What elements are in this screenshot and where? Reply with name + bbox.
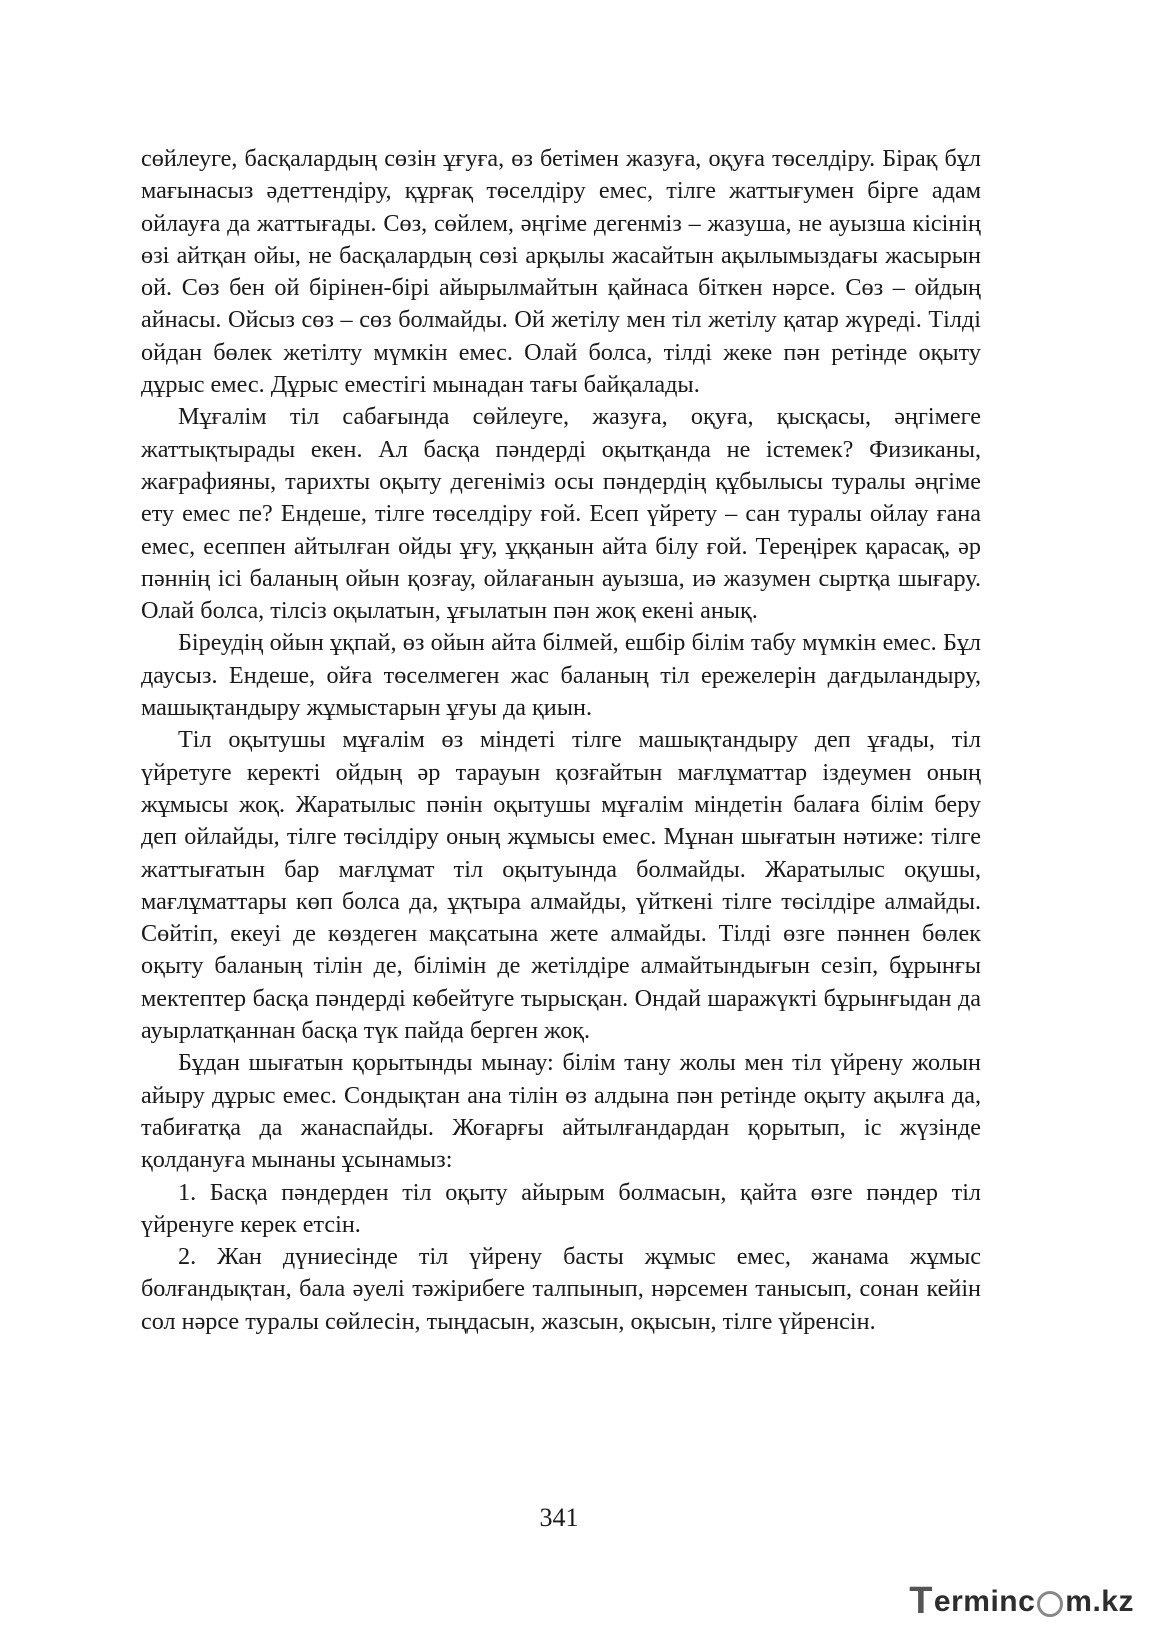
paragraph-2: Мұғалім тіл сабағында сөйлеуге, жазуға, оқуға, қысқасы, әңгімеге жаттықтырады екен. Ал басқа пәндерді оқытқанда не істемек? Физиканы, жағрафияны, тарихты оқыту дегеніміз осы пәндердің құбылысы туралы әңгіме ету емес пе? Ендеше, тілге төселдіру ғой. Есеп үйрету – сан туралы ойлау ғана емес, есеппен айтылған ойды ұғу, ұққанын айта білу ғой. Тереңірек қарасақ, әр пәннің ісі баланың ойын қозғау, ойлағанын ауызша, иә жазумен сыртқа шығару. Олай болса, тілсіз оқылатын, ұғылатын пән жоқ екені анық. xyxy=(141,403,981,625)
paragraph-3: Біреудің ойын ұқпай, өз ойын айта білмей, ешбір білім табу мүмкін емес. Бұл даусыз. Ендеше, ойға төселмеген жас баланың тіл ережелерін дағдыландыру, машықтандыру жұмыстарын ұғуы да қиын. xyxy=(141,629,981,722)
list-item-2: 2. Жан дүниесінде тіл үйрену басты жұмыс емес, жанама жұмыс болғандықтан, бала әуелі тәжірибеге талпынып, нәрсемен танысып, сонан кейін сол нәрсе туралы сөйлесін, тыңдасын, жазсын, оқысын, тілге үйренсін. xyxy=(141,1243,981,1335)
terminkom-watermark-logo xyxy=(909,1580,1134,1623)
watermark-tail: m.kz xyxy=(1065,1584,1134,1618)
paragraph-4: Тіл оқытушы мұғалім өз міндеті тілге машықтандыру деп ұғады, тіл үйретуге керекті ойдың әр тарауын қозғайтын мағлұматтар іздеумен оның жұмысы жоқ. Жаратылыс пәнін оқытушы мұғалім міндетін балаға білім беру деп ойлайды, тілге төсілдіру оның жұмысы емес. Мұнан шығатын нәтиже: тілге жаттығатын бар мағлұмат тіл оқытуында болмайды. Жаратылыс оқушы, мағлұматтары көп болса да, ұқтыра алмайды, үйткені тілге төсілдіре алмайды. Сөйтіп, екеуі де көздеген мақсатына жете алмайды. Тілді өзге пәннен бөлек оқыту баланың тілін де, білімін де жетілдіре алмайтындығын сезіп, бұрынғы мектептер басқа пәндерді көбейтуге тырысқан. Ондай шаражүкті бұрынғыдан да ауырлатқаннан басқа түк пайда берген жоқ. xyxy=(141,726,981,1045)
paragraph-5: Бұдан шығатын қорытынды мынау: білім тану жолы мен тіл үйрену жолын айыру дұрыс емес. Сондықтан ана тілін өз алдына пән ретінде оқыту ақылға да, табиғатқа да жанаспайды. Жоғарғы айтылғандардан қорытып, іс жүзінде қолдануға мынаны ұсынамыз: xyxy=(141,1049,981,1174)
watermark-o-circle-icon xyxy=(1037,1591,1063,1617)
paragraph-1: сөйлеуге, басқалардың сөзін ұғуға, өз бетімен жазуға, оқуға төселдіру. Бірақ бұл мағынасыз әдеттендіру, құрғақ төселдіру емес, тілге жаттығумен бірге адам ойлауға да жаттығады. Сөз, сөйлем, әңгіме дегенміз – жазуша, не ауызша кісінің өзі айтқан ойы, не басқалардың сөзі арқылы жасайтын ақылымыздағы жасырын ой. Сөз бен ой бірінен-бірі айырылмайтын қайнаса біткен нәрсе. Сөз – ойдың айнасы. Ойсыз сөз – сөз болмайды. Ой жетілу мен тіл жетілу қатар жүреді. Тілді ойдан бөлек жетілту мүмкін емес. Олай болса, тілді жеке пән ретінде оқыту дұрыс емес. Дұрыс еместігі мынадан тағы байқалады. xyxy=(141,145,981,399)
list-item-1: 1. Басқа пәндерден тіл оқыту айырым болмасын, қайта өзге пәндер тіл үйренуге керек етсін. xyxy=(141,1178,981,1238)
watermark-lead: T xyxy=(909,1580,933,1622)
body-text xyxy=(141,143,981,1338)
page-number: 341 xyxy=(539,1503,579,1532)
watermark-middle: erminc xyxy=(933,1584,1036,1618)
